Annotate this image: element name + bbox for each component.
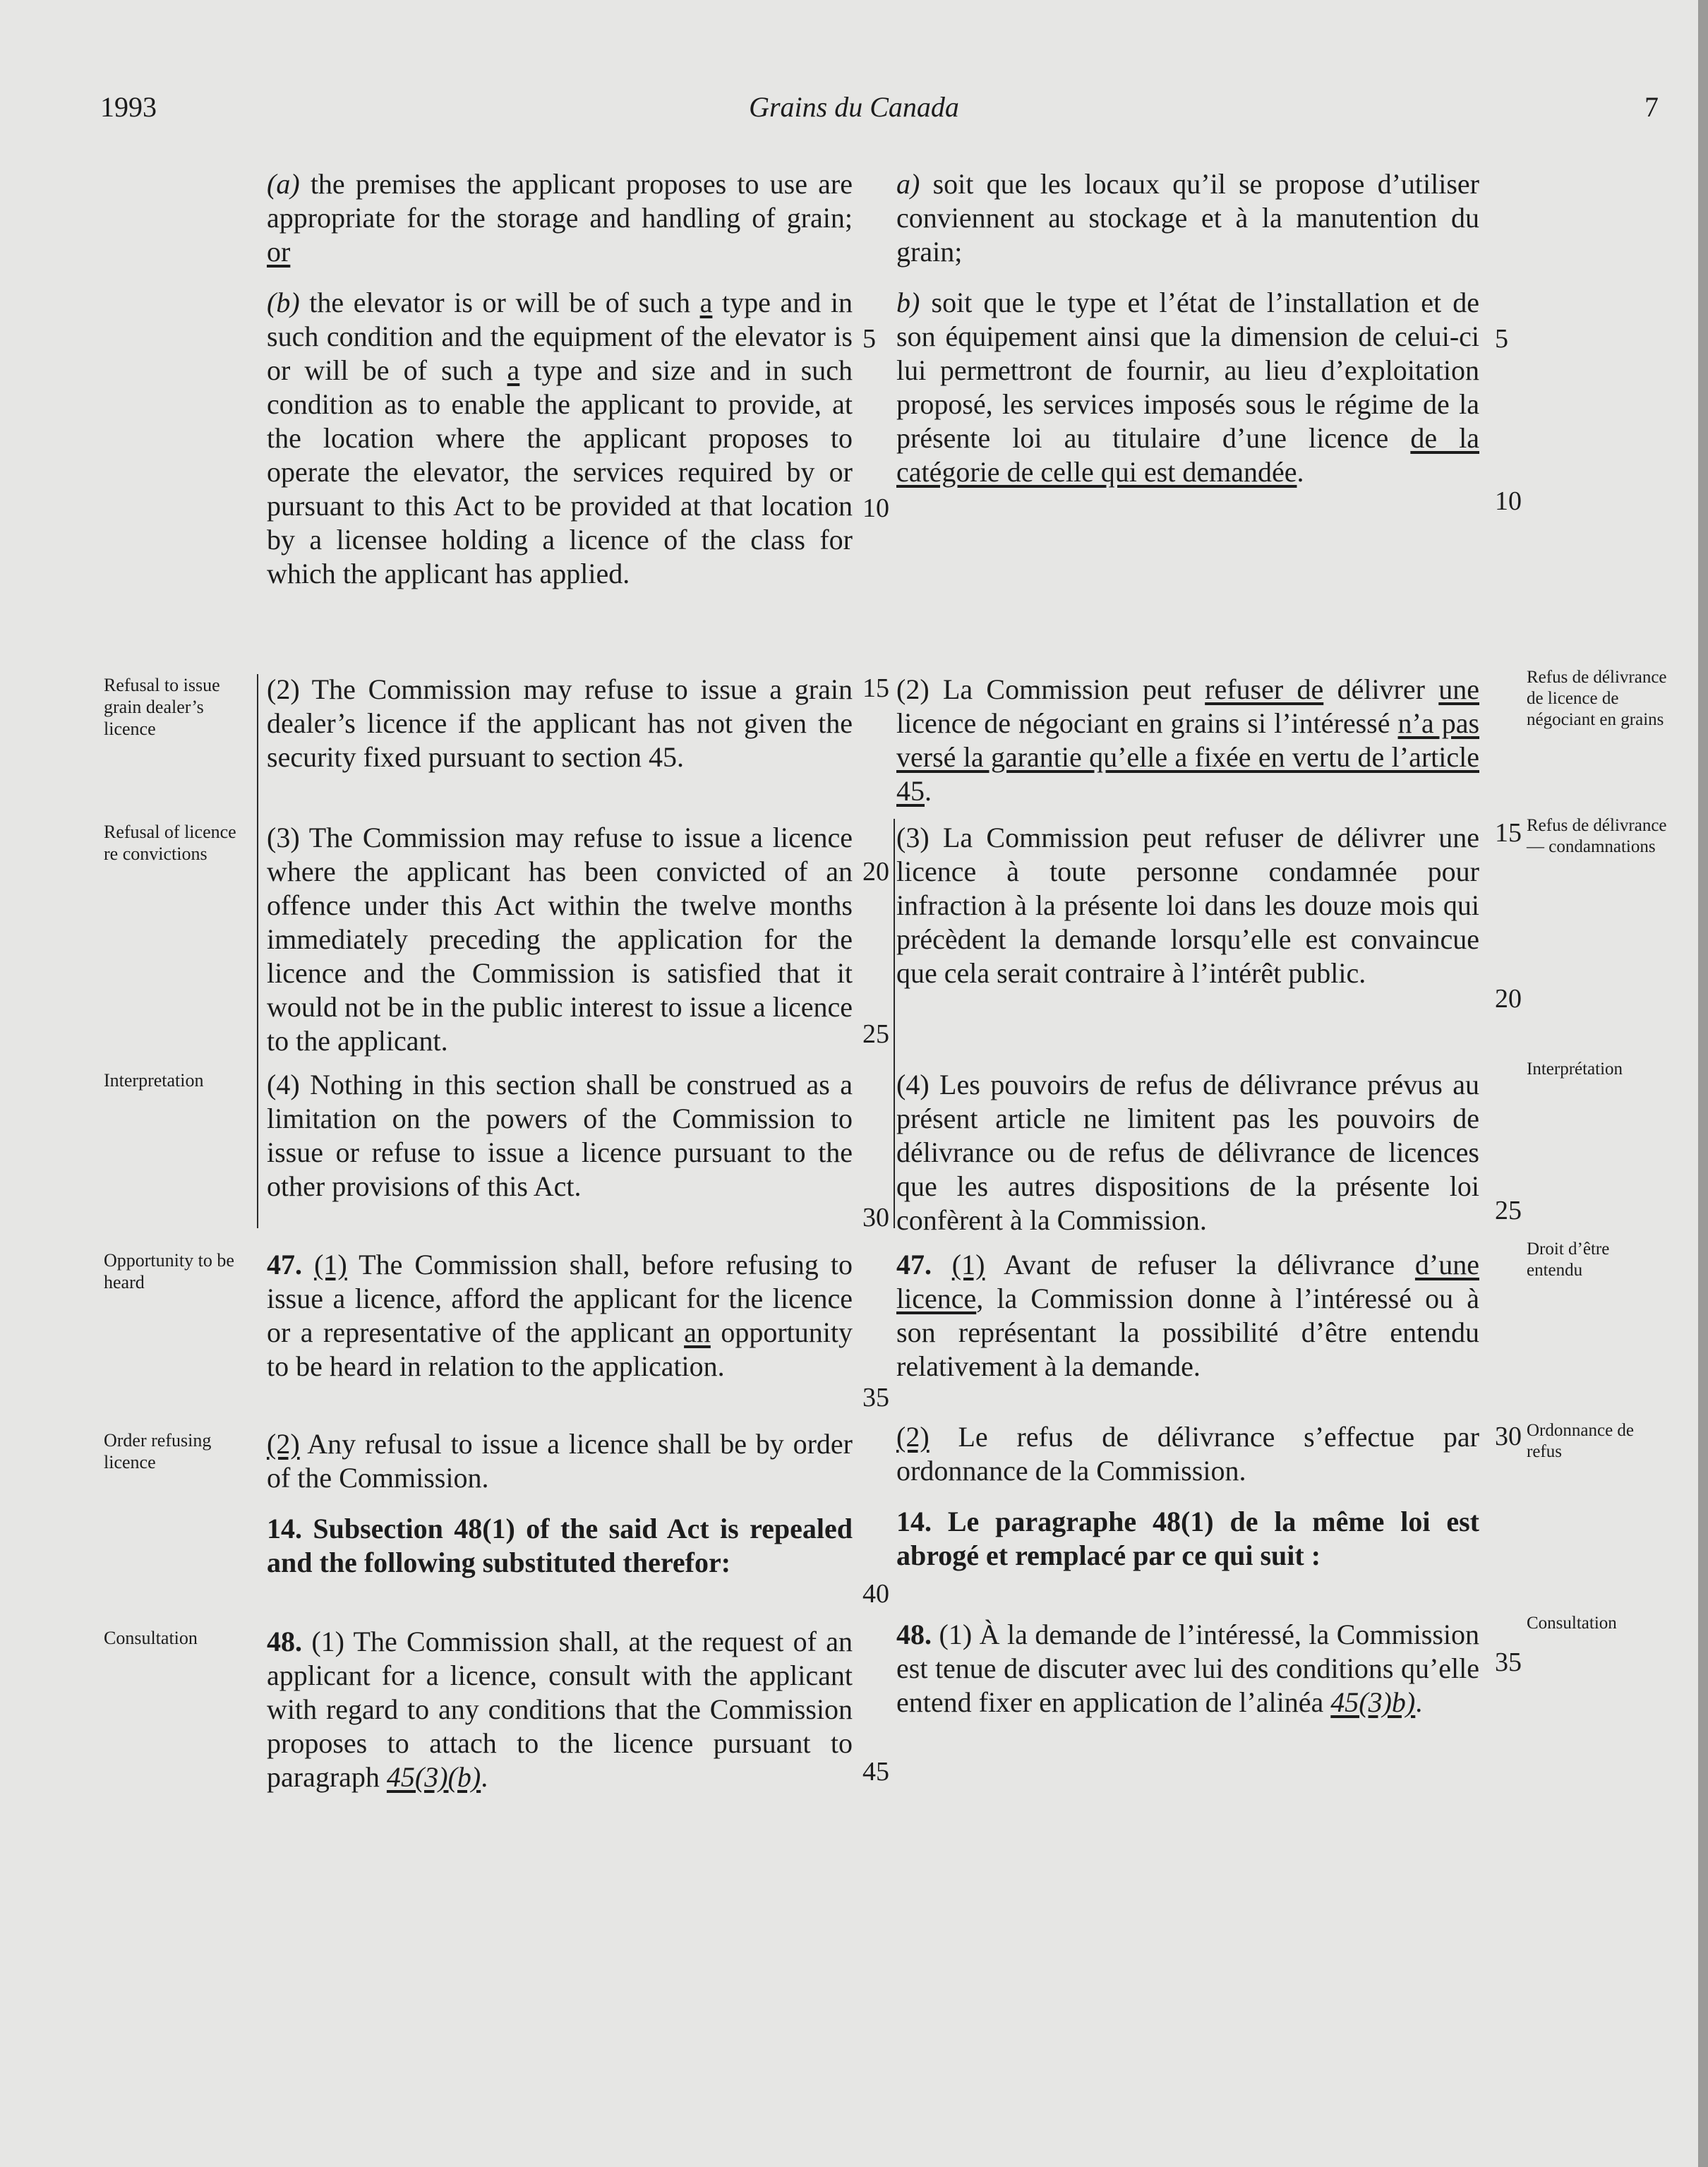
- line-number-fr: 25: [1495, 1196, 1522, 1225]
- fr-s48-end: .: [1415, 1686, 1423, 1718]
- line-number-en: 25: [862, 1019, 889, 1049]
- line-number-en: 45: [862, 1757, 889, 1787]
- fr-a-label: a): [896, 168, 920, 200]
- margin-note-fr: Droit d’être entendu: [1527, 1239, 1610, 1280]
- fr-s47-text-1: Avant de refuser la délivrance: [1004, 1249, 1395, 1280]
- en-para-a: [267, 167, 853, 269]
- fr-s2-ul1: refuser de: [1205, 673, 1324, 705]
- en-s48-num: 48.: [267, 1626, 302, 1657]
- line-number-fr: 15: [1495, 818, 1522, 848]
- en-s47-an: an: [684, 1316, 711, 1348]
- en-section-47-2: [267, 1427, 853, 1495]
- margin-note-en: Opportunity to be heard: [104, 1250, 234, 1292]
- en-a-text: the premises the applicant proposes to use are appropriate for the storage and handling of grain;: [267, 168, 853, 234]
- margin-note-en: Refusal to issue grain dealer’s licence: [104, 675, 220, 739]
- fr-s48-ref: 45(3)b): [1330, 1686, 1416, 1718]
- en-a-label: (a): [267, 168, 300, 200]
- fr-b-label: b): [896, 287, 920, 318]
- margin-note-en: Interpretation: [104, 1070, 204, 1091]
- fr-para-b: [896, 286, 1479, 489]
- en-s47-num: 47.: [267, 1249, 302, 1280]
- en-b-text-3: type and size and in such condition as to enable the applicant to provide, at the location where the applicant proposes to operate the elevator, the services required by or pursuant to this Act to be provided at that location by a licensee holding a licence of the class for which the applicant has applied.: [267, 354, 853, 589]
- margin-note-fr: Ordonnance de refus: [1527, 1421, 1635, 1461]
- line-number-en: 30: [862, 1203, 889, 1232]
- en-s48-text: (1) The Commission shall, at the request of an applicant for a licence, consult with the applicant with regard to any conditions that the Commission proposes to attach to the licence pursuant to paragraph: [267, 1626, 853, 1793]
- line-number-fr: 20: [1495, 984, 1522, 1014]
- line-number-en: 35: [862, 1383, 889, 1412]
- fr-section-47-2: [896, 1420, 1479, 1488]
- fr-b-underlined: de la catégorie de celle qui est demandée: [896, 422, 1480, 488]
- en-b-label: (b): [267, 287, 300, 318]
- header-year: 1993: [100, 91, 157, 123]
- fr-s48-num: 48.: [896, 1619, 932, 1650]
- en-s48-ref: 45(3)(b): [386, 1761, 481, 1793]
- fr-amending-14: 14. Le paragraphe 48(1) de la même loi est abrogé et remplacé par ce qui suit :: [896, 1506, 1479, 1571]
- en-s47-text-1: The Commission shall, before refusing to issue a licence, afford the applicant for the licence or a representative of the applicant: [267, 1249, 853, 1348]
- fr-s47-sub: (1): [951, 1249, 985, 1280]
- en-b-text-2: type and in such condition and the equipment of the elevator is or will be of such: [267, 287, 853, 386]
- en-s47-2-text: Any refusal to issue a licence shall be by order of the Commission.: [267, 1428, 853, 1494]
- en-s47-2-sub: (2): [267, 1428, 300, 1460]
- line-number-fr: 35: [1495, 1647, 1522, 1677]
- page-edge-shadow: [1698, 0, 1708, 2167]
- fr-s47-2-sub: (2): [896, 1421, 930, 1453]
- fr-b-end: .: [1297, 456, 1304, 488]
- en-s47-sub: (1): [314, 1249, 347, 1280]
- margin-note-fr: Refus de délivrance — condamnations: [1527, 816, 1667, 856]
- fr-subsection-3: (3) La Commission peut refuser de délivrer une licence à toute personne condamnée pour infraction à la présente loi dans les douze mois qui précèdent la demande lorsqu’elle est convaincue que cela serait contraire à l’intérêt public.: [896, 822, 1479, 989]
- en-a-or: or: [267, 236, 291, 268]
- fr-revision-bar: [894, 819, 895, 1228]
- line-number-en: 15: [862, 673, 889, 703]
- fr-a-text: soit que les locaux qu’il se propose d’utiliser conviennent au stockage et à la manutention du grain;: [896, 168, 1480, 268]
- line-number-en: 20: [862, 857, 889, 887]
- en-b-a1: a: [699, 287, 713, 318]
- line-number-fr: 10: [1495, 486, 1522, 516]
- fr-b-text: soit que le type et l’état de l’installation et de son équipement ainsi que la dimension de celui-ci lui permettront de fournir, au lieu d’exploitation proposé, les services imposés sous le régime de la présente loi au titulaire d’une licence: [896, 287, 1479, 454]
- en-para-b: [267, 286, 853, 591]
- fr-s47-2-text: Le refus de délivrance s’effectue par ordonnance de la Commission.: [896, 1421, 1479, 1487]
- margin-note-fr: Consultation: [1527, 1614, 1617, 1633]
- line-number-fr: 30: [1495, 1422, 1522, 1451]
- fr-s2-3: licence de négociant en grains si l’intéressé: [896, 707, 1390, 739]
- fr-subsection-4: (4) Les pouvoirs de refus de délivrance prévus au présent article ne limitent pas les pouvoirs de délivrance ou de refus de délivrance de licences que les autres dispositions de la présente loi confèrent à la Commission.: [896, 1069, 1479, 1236]
- margin-note-fr: Interprétation: [1527, 1060, 1623, 1079]
- header-title: Grains du Canada: [749, 91, 959, 123]
- line-number-en: 10: [862, 493, 889, 523]
- en-b-a2: a: [507, 354, 520, 386]
- en-amending-14: 14. Subsection 48(1) of the said Act is repealed and the following substituted therefor:: [267, 1513, 853, 1578]
- line-number-fr: 5: [1495, 324, 1508, 354]
- en-revision-bar: [257, 674, 258, 1228]
- en-section-48: [267, 1625, 853, 1794]
- margin-note-en: Refusal of licence re convictions: [104, 822, 236, 864]
- en-s47-text-2: opportunity to be heard in relation to the application.: [267, 1316, 853, 1382]
- fr-s2-end: .: [925, 775, 932, 807]
- margin-note-fr: Refus de délivrance de licence de négociant en grains: [1527, 668, 1667, 729]
- line-number-en: 5: [862, 324, 876, 354]
- en-section-47: [267, 1248, 853, 1383]
- line-number-en: 40: [862, 1579, 889, 1609]
- en-subsection-4: (4) Nothing in this section shall be construed as a limitation on the powers of the Commission to issue or refuse to issue a licence pursuant to the other provisions of this Act.: [267, 1069, 853, 1202]
- en-subsection-2: (2) The Commission may refuse to issue a grain dealer’s licence if the applicant has not given the security fixed pursuant to section 45.: [267, 673, 853, 773]
- fr-s2-2: délivrer: [1337, 673, 1425, 705]
- fr-subsection-2: [896, 673, 1479, 808]
- en-b-text-1: the elevator is or will be of such: [309, 287, 690, 318]
- fr-s47-num: 47.: [896, 1249, 932, 1280]
- header-page-number: 7: [1644, 91, 1659, 123]
- fr-s47-ul: d’une licence: [896, 1249, 1479, 1314]
- fr-s2-ul2: une: [1438, 673, 1480, 705]
- en-subsection-3: (3) The Commission may refuse to issue a licence where the applicant has been convicted of an offence under this Act within the twelve months immediately preceding the application for the licence and the Commission is satisfied that it would not be in the public interest to issue a licence to the applicant.: [267, 822, 853, 1057]
- fr-para-a: [896, 167, 1479, 269]
- fr-section-47: [896, 1248, 1479, 1383]
- fr-s47-text-2: , la Commission donne à l’intéressé ou à son représentant la possibilité d’être entendu relativement à la demande.: [896, 1283, 1479, 1382]
- fr-section-48: [896, 1618, 1479, 1719]
- fr-s48-text: (1) À la demande de l’intéressé, la Commission est tenue de discuter avec lui des conditions qu’elle entend fixer en application de l’alinéa: [896, 1619, 1480, 1718]
- margin-note-en: Order refusing licence: [104, 1430, 212, 1472]
- fr-s2-ul3: n’a pas versé la garantie qu’elle a fixée en vertu de l’article 45: [896, 707, 1480, 807]
- fr-s2-1: (2) La Commission peut: [896, 673, 1191, 705]
- en-s48-end: .: [481, 1761, 488, 1793]
- margin-note-en: Consultation: [104, 1628, 198, 1648]
